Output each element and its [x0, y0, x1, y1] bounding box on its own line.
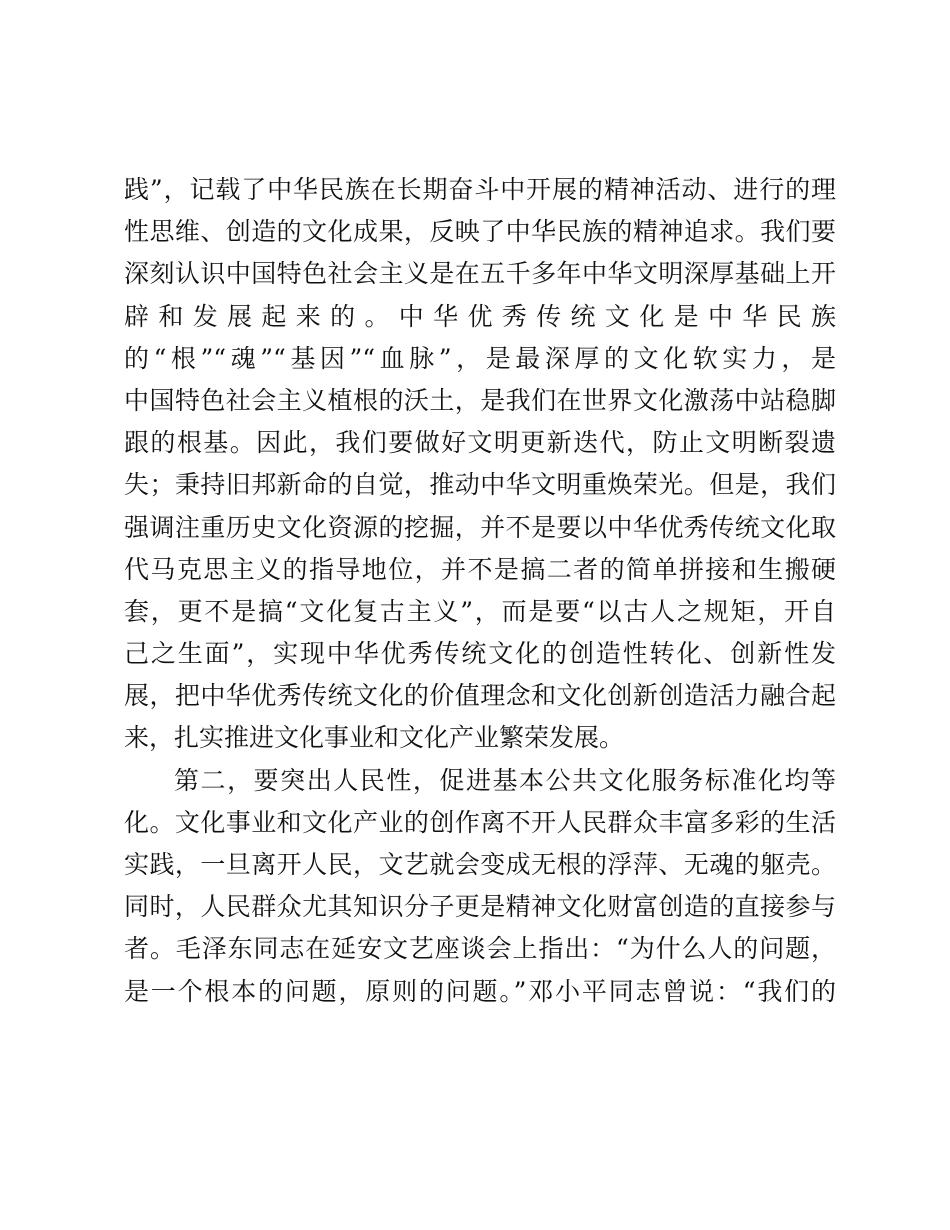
text-line: 中国特色社会主义植根的沃土，是我们在世界文化激荡中站稳脚: [124, 385, 836, 415]
text-line: 践”，记载了中华民族在长期奋斗中开展的精神活动、进行的理: [124, 175, 836, 204]
paragraph-1: [124, 169, 836, 760]
text-line: 性思维、创造的文化成果，反映了中华民族的精神追求。我们要: [124, 217, 836, 247]
text-line: 深刻认识中国特色社会主义是在五千多年中华文明深厚基础上开: [124, 259, 836, 289]
text-line: 化。文化事业和文化产业的创作离不开人民群众丰富多彩的生活: [124, 807, 836, 837]
text-line: 第二，要突出人民性，促进基本公共文化服务标准化均等: [174, 765, 836, 795]
text-line: 代马克思主义的指导地位，并不是搞二者的简单拼接和生搬硬: [124, 554, 836, 584]
text-line: 跟的根基。因此，我们要做好文明更新迭代，防止文明断裂遗: [124, 428, 836, 458]
text-line: 实践，一旦离开人民，文艺就会变成无根的浮萍、无魂的躯壳。: [124, 850, 836, 879]
text-line: 失；秉持旧邦新命的自觉，推动中华文明重焕荣光。但是，我们: [124, 470, 836, 500]
text-line: 者。毛泽东同志在延安文艺座谈会上指出：“为什么人的问题，: [124, 934, 836, 964]
text-line: 辟和发展起来的。中华优秀传统文化是中华民族: [124, 301, 836, 331]
text-line: 己之生面”，实现中华优秀传统文化的创造性转化、创新性发: [124, 639, 836, 669]
text-line: 同时，人民群众尤其知识分子更是精神文化财富创造的直接参与: [124, 892, 836, 922]
text-line: 的“根”“魂”“基因”“血脉”，是最深厚的文化软实力，是: [124, 343, 836, 373]
text-line: 来，扎实推进文化事业和文化产业繁荣发展。: [124, 723, 625, 753]
paragraph-2: [124, 760, 836, 1013]
text-line: 展，把中华优秀传统文化的价值理念和文化创新创造活力融合起: [124, 681, 836, 711]
text-line: 是一个根本的问题，原则的问题。”邓小平同志曾说：“我们的: [124, 976, 836, 1006]
body-text: [124, 169, 836, 1013]
text-line: 强调注重历史文化资源的挖掘，并不是要以中华优秀传统文化取: [124, 512, 836, 542]
text-line: 套，更不是搞“文化复古主义”，而是要“以古人之规矩，开自: [124, 596, 836, 626]
